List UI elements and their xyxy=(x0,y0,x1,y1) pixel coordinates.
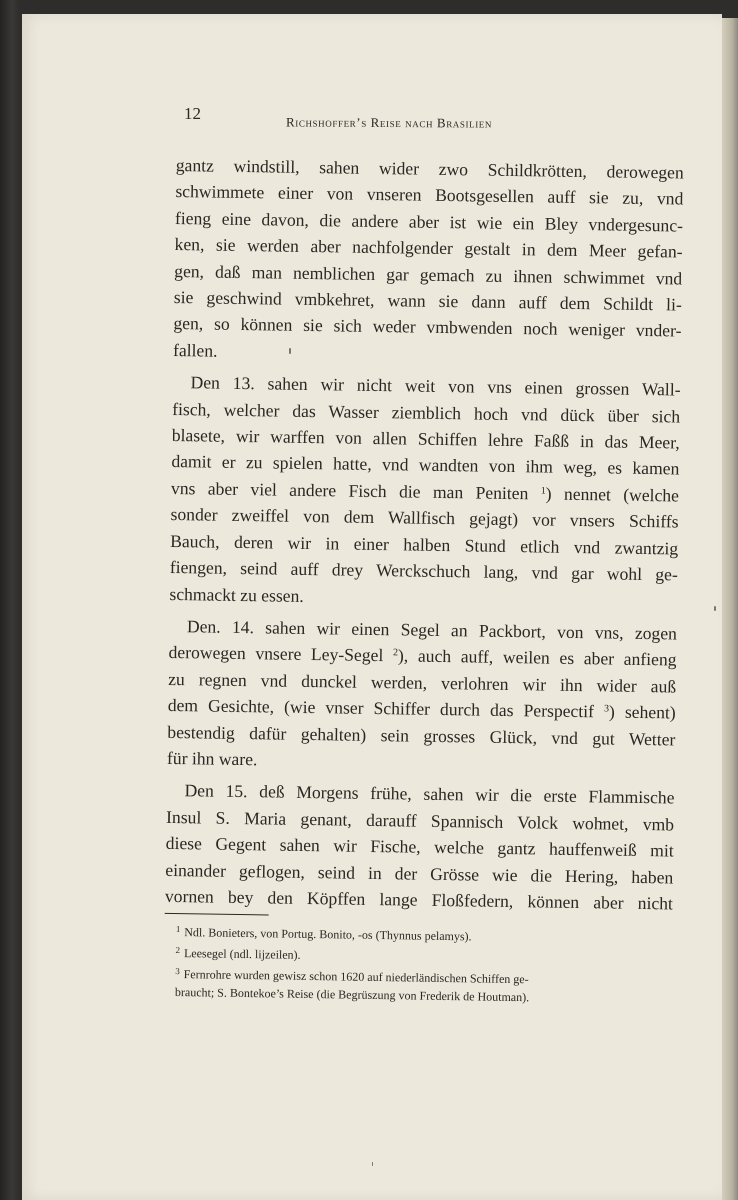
text-line: Den. 14. sahen wir einen Segel an Packbort, von vns, zogen xyxy=(186,616,678,644)
running-title: Richshoffer’s Reise nach Brasilien xyxy=(285,114,493,131)
footnote-ref: 2 xyxy=(392,647,399,659)
text-line: gen, so können sie sich weder vmbwenden noch weniger vnder- xyxy=(173,313,682,341)
text-line: zu regnen vnd dunckel werden, verlohren wir ihn wider auß xyxy=(168,668,677,697)
text-line: fiengen, seind auff drey Werckschuch lang, vnd gar wohl ge- xyxy=(169,557,678,585)
page-number: 12 xyxy=(184,104,201,123)
text-line: fisch, welcher das Wasser ziemblich hoch vnd dück über sich xyxy=(172,398,681,427)
footnote-continuation: braucht; S. Bontekoe’s Reise (die Begrüszung von Frederik de Houtman). xyxy=(174,985,530,1005)
text-line: diese Gegent sahen wir Fische, welche gantz hauffenweiß mit xyxy=(165,833,674,861)
footnote-mark: 3 xyxy=(175,966,180,977)
paper-speck xyxy=(714,606,716,611)
page-edge xyxy=(720,18,738,1200)
text-line: blasete, wir warffen von allen Schiffen lehre Faßß in das Meer, xyxy=(171,425,680,453)
text-line: Den 13. sahen wir nicht weit von vns einen grossen Wall- xyxy=(190,372,681,400)
footnote-mark: 1 xyxy=(175,924,181,935)
text-line: schmackt zu essen. xyxy=(169,583,304,606)
text-line: vornen bey den Köpffen lange Floßfedern, können aber nicht xyxy=(164,885,674,914)
text-line: gantz windstill, sahen wider zwo Schildkrötten, derowegen xyxy=(175,154,684,183)
footnote-mark: 2 xyxy=(175,945,181,956)
footnotes xyxy=(175,920,684,1009)
footnote-ref: 1 xyxy=(540,485,546,497)
text-line: fallen. xyxy=(172,339,218,361)
text-line: fieng eine davon, die andere aber ist wie ein Bley vndergesunc- xyxy=(174,207,684,236)
footnote-text: Fernrohre wurden gewisz schon 1620 auf niederländischen Schiffen ge- xyxy=(183,967,529,987)
footnote-ref: 3 xyxy=(603,703,610,715)
text-line: Den 15. deß Morgens frühe, sahen wir die erste Flammische xyxy=(184,780,675,808)
text-line: für ihn ware. xyxy=(166,747,258,770)
text-fragment: dem Gesichte, (wie vnser Schiffer durch das Perspectif xyxy=(167,695,595,722)
text-fragment: ) nennet (welche xyxy=(545,483,680,506)
paragraph xyxy=(167,613,677,779)
text-line: schwimmete einer von vnseren Bootsgesellen auff sie zu, vnd xyxy=(175,181,684,209)
body-text xyxy=(165,152,684,922)
text-line: damit er zu spielen hatte, vnd wandten von ihm weg, es kamen xyxy=(171,451,680,479)
text-line: bestendig dafür gehalten) sein grosses Glück, vnd gut Wetter xyxy=(167,721,676,750)
footnote-rule xyxy=(165,913,269,916)
paper-speck xyxy=(372,1162,373,1166)
text-line: einander geflogen, seind in der Grösse wie die Hering, haben xyxy=(165,859,674,888)
text-line: sonder zweiffel von dem Wallfisch gejagt) vor vnsers Schiffs xyxy=(170,504,679,532)
text-line: Insul S. Maria genant, darauff Spannisch Volck wohnet, vmb xyxy=(165,806,675,835)
text-fragment: ) sehent) xyxy=(608,701,676,723)
paragraph xyxy=(165,777,675,917)
text-fragment: ), auch auff, weilen es aber anfieng xyxy=(397,645,677,670)
text-fragment: derowegen vnsere Ley-Segel xyxy=(168,642,384,666)
paragraph xyxy=(169,369,680,614)
running-head xyxy=(176,100,684,140)
page-content xyxy=(164,100,684,1005)
text-line: sie geschwind vmbkehret, wann sie dann auff dem Schildt li- xyxy=(173,287,682,315)
paragraph xyxy=(173,152,684,371)
text-line: Bauch, deren wir in einer halben Stund etlich vnd zwantzig xyxy=(170,530,679,559)
footnote-text: Ndl. Bonieters, von Portug. Bonito, -os (Thynnus pelamys). xyxy=(184,925,472,944)
footnote-text: Leesegel (ndl. lijzeilen). xyxy=(183,946,301,963)
text-fragment: vns aber viel andere Fisch die man Peniten xyxy=(170,477,529,504)
text-line: ken, sie werden aber nachfolgender gestalt in dem Meer gefan- xyxy=(174,234,683,262)
text-line: gen, daß man nemblichen gar gemach zu ihnen schwimmet vnd xyxy=(174,260,683,289)
